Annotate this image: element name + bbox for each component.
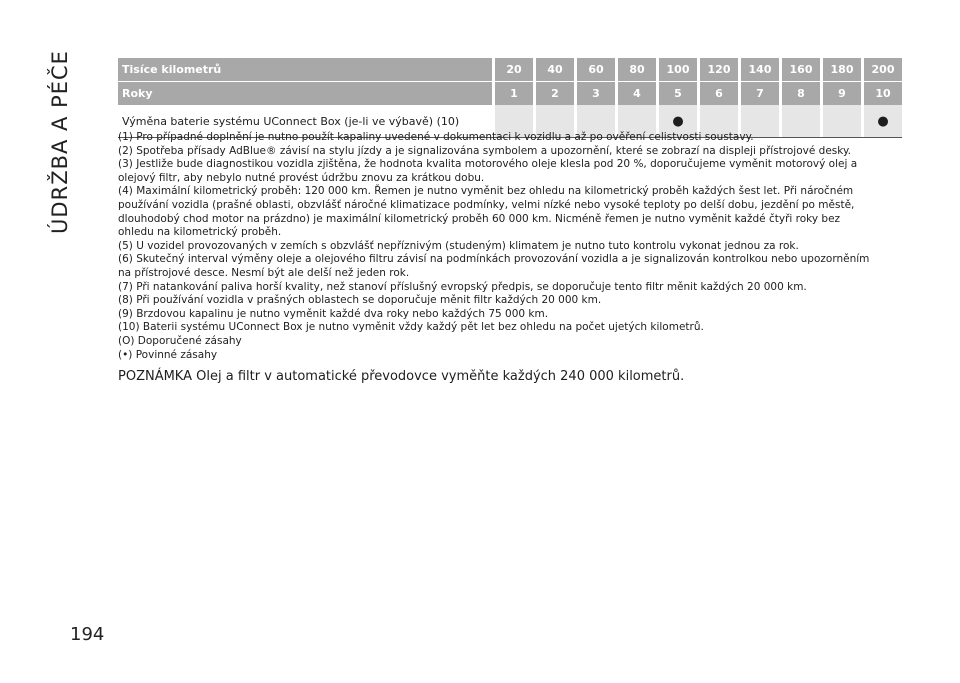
year-cell: 5 — [659, 82, 697, 105]
item-label: Výměna baterie systému UConnect Box (je-li ve výbavě) (10) — [118, 105, 492, 138]
mark-cell: ● — [659, 105, 697, 138]
km-cell: 120 — [700, 58, 738, 81]
year-cell: 2 — [536, 82, 574, 105]
footnote: (1) Pro případné doplnění je nutno použít kapaliny uvedené v dokumentaci k vozidlu a až po ověření celistvosti soustavy. — [118, 131, 754, 143]
year-cell: 10 — [864, 82, 902, 105]
mark-cell: ● — [864, 105, 902, 138]
year-cell: 9 — [823, 82, 861, 105]
year-cell: 4 — [618, 82, 656, 105]
km-cell: 40 — [536, 58, 574, 81]
km-header-label: Tisíce kilometrů — [118, 58, 492, 81]
footnote: (•) Povinné zásahy — [118, 348, 218, 361]
year-cell: 3 — [577, 82, 615, 105]
years-header-label: Roky — [118, 82, 492, 105]
years-header-row — [118, 82, 902, 105]
footnote: (2) Spotřeba přísady AdBlue® závisí na stylu jízdy a je signalizována symbolem a upozornění, které se zobrazí na displeji přístrojové desky. — [118, 144, 852, 157]
km-cell: 160 — [782, 58, 820, 81]
km-cell: 80 — [618, 58, 656, 81]
footnote: (5) U vozidel provozovaných v zemích s obzvlášť nepříznivým (studeným) klimatem je nutno tuto kontrolu vykonat jednou za rok. — [118, 239, 799, 252]
footnote: (4) Maximální kilometrický proběh: 120 000 km. Řemen je nutno vyměnit bez ohledu na kilometrický proběh každých šest let. Při náročném používání vozidla (prašné oblasti, obzvlášť náročné klimatizace podmínky, velmi nízké nebo vysoké teploty po delší dobu, jezdění po městě, dlouhodobý chod motor na prázdno) je maximální kilometrický proběh 60 000 km. Nicméně řemen je nutno vyměnit každé čtyři roky bez ohledu na kilometrický proběh. — [118, 185, 855, 239]
footnote: (7) Při natankování paliva horší kvality, než stanoví příslušný evropský předpis, se doporučuje tento filtr měnit každých 20 000 km. — [118, 280, 807, 293]
km-cell: 20 — [495, 58, 533, 81]
footnotes — [118, 131, 878, 385]
km-cell: 180 — [823, 58, 861, 81]
year-cell: 1 — [495, 82, 533, 105]
km-cell: 140 — [741, 58, 779, 81]
km-cell: 60 — [577, 58, 615, 81]
year-cell: 6 — [700, 82, 738, 105]
final-note: POZNÁMKA Olej a filtr v automatické převodovce vyměňte každých 240 000 kilometrů. — [118, 369, 685, 385]
footnote: (8) Při používání vozidla v prašných oblastech se doporučuje měnit filtr každých 20 000 km. — [118, 294, 602, 307]
km-header-row — [118, 58, 902, 81]
maintenance-schedule-table — [118, 58, 902, 138]
year-cell: 8 — [782, 82, 820, 105]
year-cell: 7 — [741, 82, 779, 105]
footnote: (9) Brzdovou kapalinu je nutno vyměnit každé dva roky nebo každých 75 000 km. — [118, 307, 549, 320]
page-number: 194 — [70, 624, 105, 645]
km-cell: 100 — [659, 58, 697, 81]
footnote: (O) Doporučené zásahy — [118, 334, 242, 347]
section-title: ÚDRŽBA A PÉČE — [48, 50, 72, 234]
km-cell: 200 — [864, 58, 902, 81]
footnote: (10) Baterii systému UConnect Box je nutno vyměnit vždy každý pět let bez ohledu na počet ujetých kilometrů. — [118, 321, 704, 334]
footnote: (6) Skutečný interval výměny oleje a olejového filtru závisí na podmínkách provozování vozidla a je signalizován kontrolkou nebo upozorněním na přístrojové desce. Nesmí být ale delší než jeden rok. — [118, 253, 870, 279]
footnote: (3) Jestliže bude diagnostikou vozidla zjištěna, že hodnota kvalita motorového oleje klesla pod 20 %, doporučujeme vyměnit motorový olej a olejový filtr, aby nebylo nutné provést údržbu znovu za krátkou dobu. — [118, 158, 858, 184]
